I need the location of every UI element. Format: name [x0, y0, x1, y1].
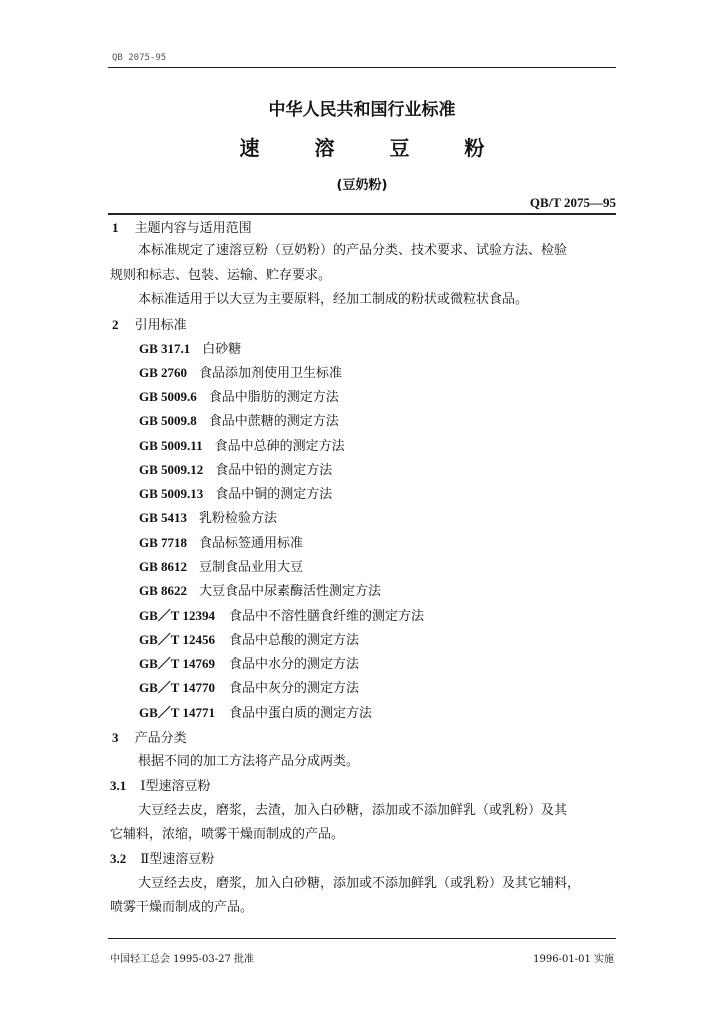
reference-title: 食品中水分的测定方法	[228, 657, 359, 672]
reference-item	[139, 413, 339, 430]
reference-item	[139, 583, 381, 600]
reference-item	[139, 389, 339, 406]
section-1-heading	[112, 220, 252, 237]
reference-code: GB 5413	[139, 510, 188, 525]
section-3-heading	[112, 730, 187, 747]
reference-item	[139, 341, 241, 358]
section-title: 主题内容与适用范围	[134, 221, 252, 236]
section-3-intro: 根据不同的加工方法将产品分成两类。	[138, 754, 360, 769]
section-1-paragraph-1-line-2: 规则和标志、包装、运输、贮存要求。	[110, 268, 332, 283]
reference-code: GB 8622	[139, 583, 188, 598]
reference-item	[139, 535, 303, 552]
product-subtitle: (豆奶粉)	[336, 178, 388, 193]
reference-code: GB／T 14770	[139, 680, 215, 695]
section-title: 产品分类	[134, 731, 187, 746]
reference-code: GB 5009.6	[139, 389, 197, 404]
footer-rule	[108, 938, 616, 939]
reference-code: GB／T 14769	[139, 656, 215, 671]
section-3-2-heading	[110, 851, 214, 868]
section-1-paragraph-1-line-1: 本标准规定了速溶豆粉（豆奶粉）的产品分类、技术要求、试验方法、检验	[138, 243, 568, 258]
section-number: 3	[112, 730, 119, 745]
reference-title: 食品中灰分的测定方法	[228, 681, 359, 696]
reference-item	[139, 559, 303, 576]
section-title: Ⅰ型速溶豆粉	[140, 779, 211, 794]
header-rule	[108, 67, 616, 68]
reference-title: 食品中铜的测定方法	[215, 487, 333, 502]
reference-title: 白砂糖	[202, 342, 242, 357]
reference-title: 食品中总酸的测定方法	[228, 633, 359, 648]
implementation-date: 1996-01-01 实施	[533, 954, 614, 965]
reference-title: 食品中总砷的测定方法	[214, 439, 345, 454]
standard-category-title: 中华人民共和国行业标准	[268, 100, 456, 120]
section-title: 引用标准	[134, 318, 187, 333]
reference-code: GB／T 12394	[139, 608, 215, 623]
title-rule	[108, 213, 616, 215]
section-number: 1	[112, 220, 119, 235]
reference-code: GB 8612	[139, 559, 188, 574]
reference-title: 食品中蛋白质的测定方法	[228, 706, 372, 721]
section-3-1-heading	[110, 778, 211, 795]
reference-code: GB 7718	[139, 535, 188, 550]
section-3-2-line-1: 大豆经去皮，磨浆，加入白砂糖，添加或不添加鲜乳（或乳粉）及其它辅料，	[138, 876, 581, 891]
approval-note: 中国轻工总会 1995-03-27 批准	[110, 954, 255, 965]
reference-item	[139, 462, 332, 479]
reference-item	[139, 632, 359, 649]
reference-code: GB／T 12456	[139, 632, 215, 647]
reference-code: GB 317.1	[139, 341, 191, 356]
reference-code: GB 5009.11	[139, 438, 203, 453]
reference-code: GB 5009.12	[139, 462, 204, 477]
reference-item	[139, 365, 342, 382]
reference-title: 豆制食品业用大豆	[199, 560, 304, 575]
reference-item	[139, 705, 372, 722]
reference-title: 食品中脂肪的测定方法	[208, 390, 339, 405]
product-title: 速 溶 豆 粉	[239, 136, 509, 160]
reference-title: 大豆食品中尿素酶活性测定方法	[199, 584, 382, 599]
reference-item	[139, 438, 345, 455]
running-header: QB 2075-95	[112, 53, 167, 63]
reference-item	[139, 608, 424, 625]
section-2-heading	[112, 317, 187, 334]
section-3-1-line-1: 大豆经去皮，磨浆，去渣，加入白砂糖，添加或不添加鲜乳（或乳粉）及其	[138, 803, 568, 818]
reference-code: GB 2760	[139, 365, 188, 380]
reference-item	[139, 486, 332, 503]
section-number: 3.1	[110, 778, 127, 793]
section-number: 3.2	[110, 851, 127, 866]
section-3-2-line-2: 喷雾干燥而制成的产品。	[110, 900, 254, 915]
reference-title: 乳粉检验方法	[199, 511, 278, 526]
reference-title: 食品添加剂使用卫生标准	[199, 366, 343, 381]
standard-code: QB/T 2075—95	[529, 195, 616, 210]
reference-code: GB 5009.8	[139, 413, 197, 428]
reference-item	[139, 510, 277, 527]
section-number: 2	[112, 317, 119, 332]
reference-title: 食品标签通用标准	[199, 536, 304, 551]
reference-code: GB 5009.13	[139, 486, 204, 501]
reference-code: GB／T 14771	[139, 705, 215, 720]
reference-title: 食品中铅的测定方法	[215, 463, 333, 478]
reference-item	[139, 656, 359, 673]
section-title: Ⅱ型速溶豆粉	[140, 852, 215, 867]
reference-item	[139, 680, 359, 697]
reference-title: 食品中蔗糖的测定方法	[208, 414, 339, 429]
reference-title: 食品中不溶性膳食纤维的测定方法	[228, 609, 424, 624]
section-3-1-line-2: 它辅料，浓缩，喷雾干燥而制成的产品。	[110, 827, 345, 842]
section-1-paragraph-2: 本标准适用于以大豆为主要原料，经加工制成的粉状或微粒状食品。	[138, 292, 529, 307]
